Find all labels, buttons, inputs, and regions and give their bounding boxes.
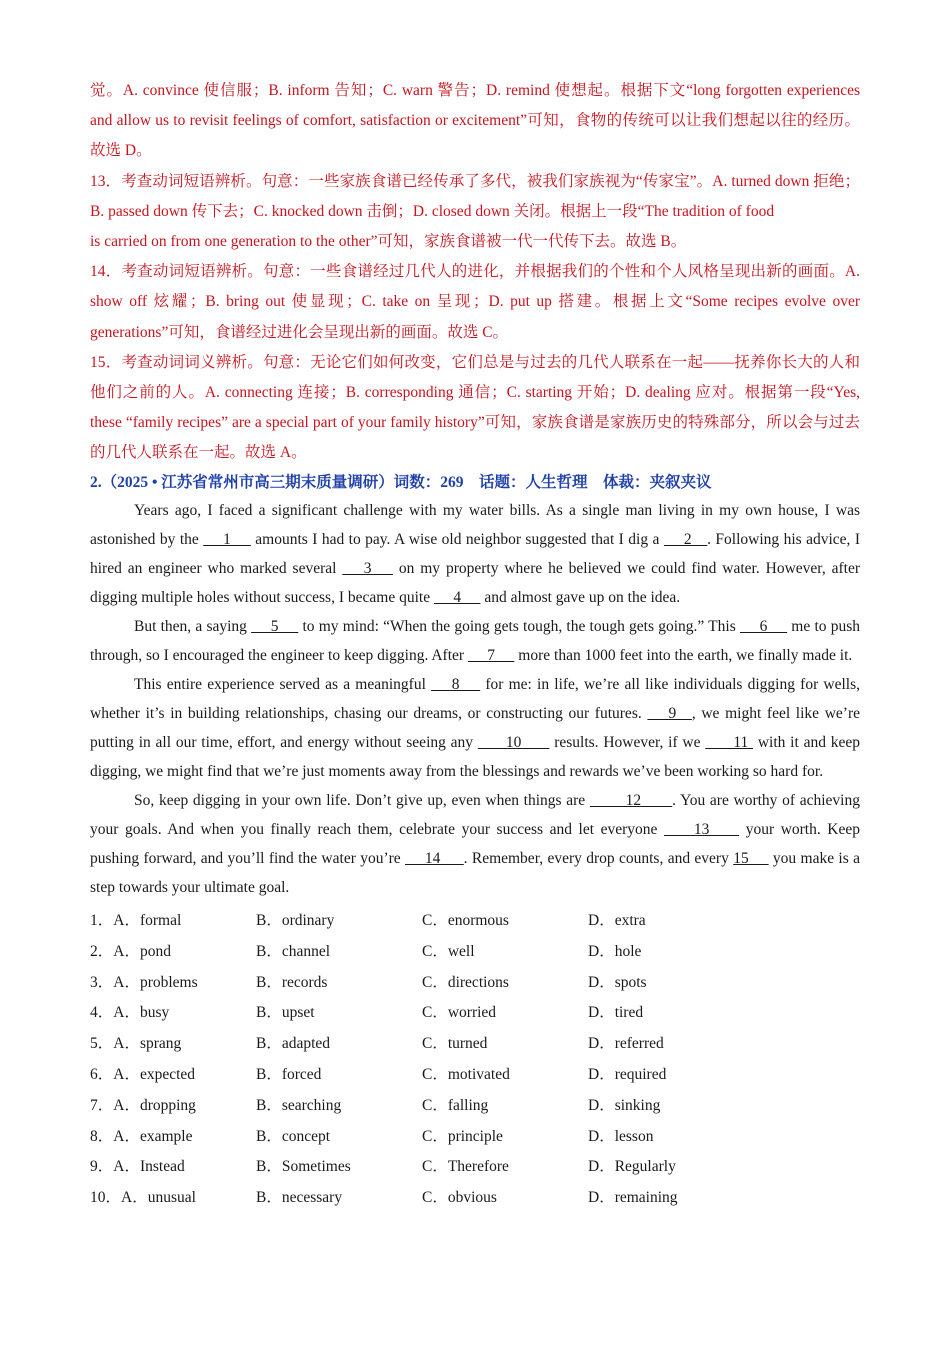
option-10a: 10．A．unusual: [90, 1189, 196, 1207]
explanation-13: 13．考查动词短语辨析。句意：一些家族食谱已经传承了多代，被我们家族视为“传家宝”。A. turned down 拒绝；B. passed down 传下去；C. knocked down 击倒；D. closed down 关闭。根据上一段“The tradition of food: [90, 172, 860, 220]
p2-text: But then, a saying: [134, 617, 252, 635]
blank-15: 15__: [733, 849, 769, 867]
p3-text: for me: in life, we’re all like individuals digging for wells, whether it’s in building relationships, chasing our dreams, or constructing our futures.: [90, 675, 861, 722]
p3-text: with it and keep digging, we might find that we’re just moments away from the blessings and rewards we’ve been working so hard for.: [90, 733, 860, 780]
option-5d: D．referred: [588, 1035, 664, 1053]
option-row-1: [90, 904, 860, 935]
option-8c: C．principle: [422, 1127, 503, 1145]
p2-text: more than 1000 feet into the earth, we finally made it.: [514, 646, 853, 664]
option-2b: B．channel: [256, 942, 331, 960]
option-5c: C．turned: [422, 1035, 488, 1053]
option-6c: C．motivated: [422, 1066, 510, 1084]
document-page: [90, 76, 860, 1212]
answer-explanations: [90, 76, 860, 469]
blank-9: __9__: [647, 704, 692, 722]
option-5b: B．adapted: [256, 1035, 331, 1053]
p4-text: your worth. Keep pushing forward, and you’ll find the water you’re: [90, 820, 860, 867]
option-2a: 2．A．pond: [90, 942, 171, 960]
blank-3: __3__: [342, 559, 393, 577]
blank-2: __2__: [663, 530, 708, 548]
option-2d: D．hole: [588, 942, 642, 960]
cloze-passage: [90, 496, 860, 902]
blank-11: ___11: [705, 733, 754, 751]
option-8a: 8．A．example: [90, 1127, 193, 1145]
option-row-9: [90, 1150, 860, 1181]
option-6b: B．forced: [256, 1066, 322, 1084]
option-row-2: [90, 934, 860, 965]
p4-text: you make is a step towards your ultimate goal.: [90, 849, 861, 896]
blank-13: ___13___: [664, 820, 740, 838]
explanation-14: 14．考查动词短语辨析。句意：一些食谱经过几代人的进化，并根据我们的个性和个人风格呈现出新的画面。A. show off 炫耀；B. bring out 使显现；C. take on 呈现；D. put up 搭建。根据上文“Some recipes evolve over generations”可知，食谱经过进化会呈现出新的画面。故选 C。: [90, 263, 860, 341]
option-8d: D．lesson: [588, 1127, 654, 1145]
p1-text: . Following his advice, I hired an engineer who marked several: [90, 530, 861, 577]
passage-paragraph-2: [90, 612, 860, 670]
blank-12: ____12____: [589, 791, 673, 809]
answer-options: [90, 904, 860, 1212]
blank-4: __4__: [433, 588, 481, 606]
option-9c: C．Therefore: [422, 1158, 509, 1176]
blank-14: __14___: [405, 849, 464, 867]
option-2c: C．well: [422, 942, 475, 960]
option-3b: B．records: [256, 973, 328, 991]
blank-8: __8__: [431, 675, 481, 693]
p4-text: So, keep digging in your own life. Don’t give up, even when things are: [134, 791, 590, 809]
blank-7: __7__: [467, 646, 515, 664]
option-6a: 6．A．expected: [90, 1066, 196, 1084]
option-9d: D．Regularly: [588, 1158, 676, 1176]
p1-text: and almost gave up on the idea.: [480, 588, 681, 606]
p1-text: amounts I had to pay. A wise old neighbor suggested that I dig a: [250, 530, 664, 548]
p4-text: . Remember, every drop counts, and every: [463, 849, 734, 867]
option-5a: 5．A．sprang: [90, 1035, 182, 1053]
option-row-5: [90, 1027, 860, 1058]
p1-text: Years ago, I faced a significant challenge with my water bills. As a single man living in my own house, I was astonished by the: [90, 501, 860, 548]
option-row-7: [90, 1088, 860, 1119]
p3-text: This entire experience served as a meaningful: [134, 675, 432, 693]
option-row-6: [90, 1058, 860, 1089]
option-row-8: [90, 1119, 860, 1150]
option-1d: D．extra: [588, 912, 646, 930]
option-6d: D．required: [588, 1066, 667, 1084]
blank-5: __5__: [251, 617, 299, 635]
blank-6: __6__: [739, 617, 788, 635]
option-row-10: [90, 1181, 860, 1212]
option-3a: 3．A．problems: [90, 973, 198, 991]
passage-paragraph-1: [90, 496, 860, 612]
p2-text: me to push through, so I encouraged the engineer to keep digging. After: [90, 617, 860, 664]
option-10d: D．remaining: [588, 1189, 678, 1207]
p1-text: on my property where he believed we could find water. However, after digging multiple holes without success, I became quite: [90, 559, 860, 606]
option-8b: B．concept: [256, 1127, 331, 1145]
blank-1: __1__: [203, 530, 251, 548]
option-10b: B．necessary: [256, 1189, 343, 1207]
passage-paragraph-4: [90, 786, 860, 902]
option-9b: B．Sometimes: [256, 1158, 351, 1176]
p3-text: results. However, if we: [549, 733, 706, 751]
option-row-3: [90, 965, 860, 996]
option-4b: B．upset: [256, 1004, 315, 1022]
option-7a: 7．A．dropping: [90, 1096, 196, 1114]
blank-10: ___10___: [477, 733, 550, 751]
option-4d: D．tired: [588, 1004, 644, 1022]
option-9a: 9．A．Instead: [90, 1158, 185, 1176]
passage-heading: 2.（2025 • 江苏省常州市高三期末质量调研）词数：269 话题：人生哲理 体裁：夹叙夹议: [90, 473, 712, 491]
option-1c: C．enormous: [422, 912, 509, 930]
option-7b: B．searching: [256, 1096, 342, 1114]
p2-text: to my mind: “When the going gets tough, the tough gets going.” This: [298, 617, 740, 635]
explanation-15: 15．考查动词词义辨析。句意：无论它们如何改变，它们总是与过去的几代人联系在一起——抚养你长大的人和他们之前的人。A. connecting 连接；B. corresponding 通信；C. starting 开始；D. dealing 应对。根据第一段“Yes, these “family recipes” are a special part of your family history”可知，家族食谱是家族历史的特殊部分，所以会与过去的几代人联系在一起。故选 A。: [90, 353, 860, 462]
explanation-12-tail: 觉。A. convince 使信服；B. inform 告知；C. warn 警告；D. remind 使想起。根据下文“long forgotten experiences and allow us to revisit feelings of comfort, satisfaction or excitement”可知，食物的传统可以让我们想起以往的经历。故选 D。: [90, 82, 860, 160]
option-7c: C．falling: [422, 1096, 489, 1114]
option-1a: 1．A．formal: [90, 912, 182, 930]
p3-text: , we might feel like we’re putting in all our time, effort, and energy without seeing any: [90, 704, 860, 751]
explanation-13-tail: is carried on from one generation to the other”可知，家族食谱被一代一代传下去。故选 B。: [90, 233, 687, 251]
option-3d: D．spots: [588, 973, 647, 991]
option-4c: C．worried: [422, 1004, 497, 1022]
option-3c: C．directions: [422, 973, 509, 991]
option-4a: 4．A．busy: [90, 1004, 170, 1022]
option-10c: C．obvious: [422, 1189, 497, 1207]
p4-text: . You are worthy of achieving your goals. And when you finally reach them, celebrate your success and let everyone: [90, 791, 860, 838]
passage-paragraph-3: [90, 670, 860, 786]
option-7d: D．sinking: [588, 1096, 661, 1114]
option-1b: B．ordinary: [256, 912, 335, 930]
option-row-4: [90, 996, 860, 1027]
